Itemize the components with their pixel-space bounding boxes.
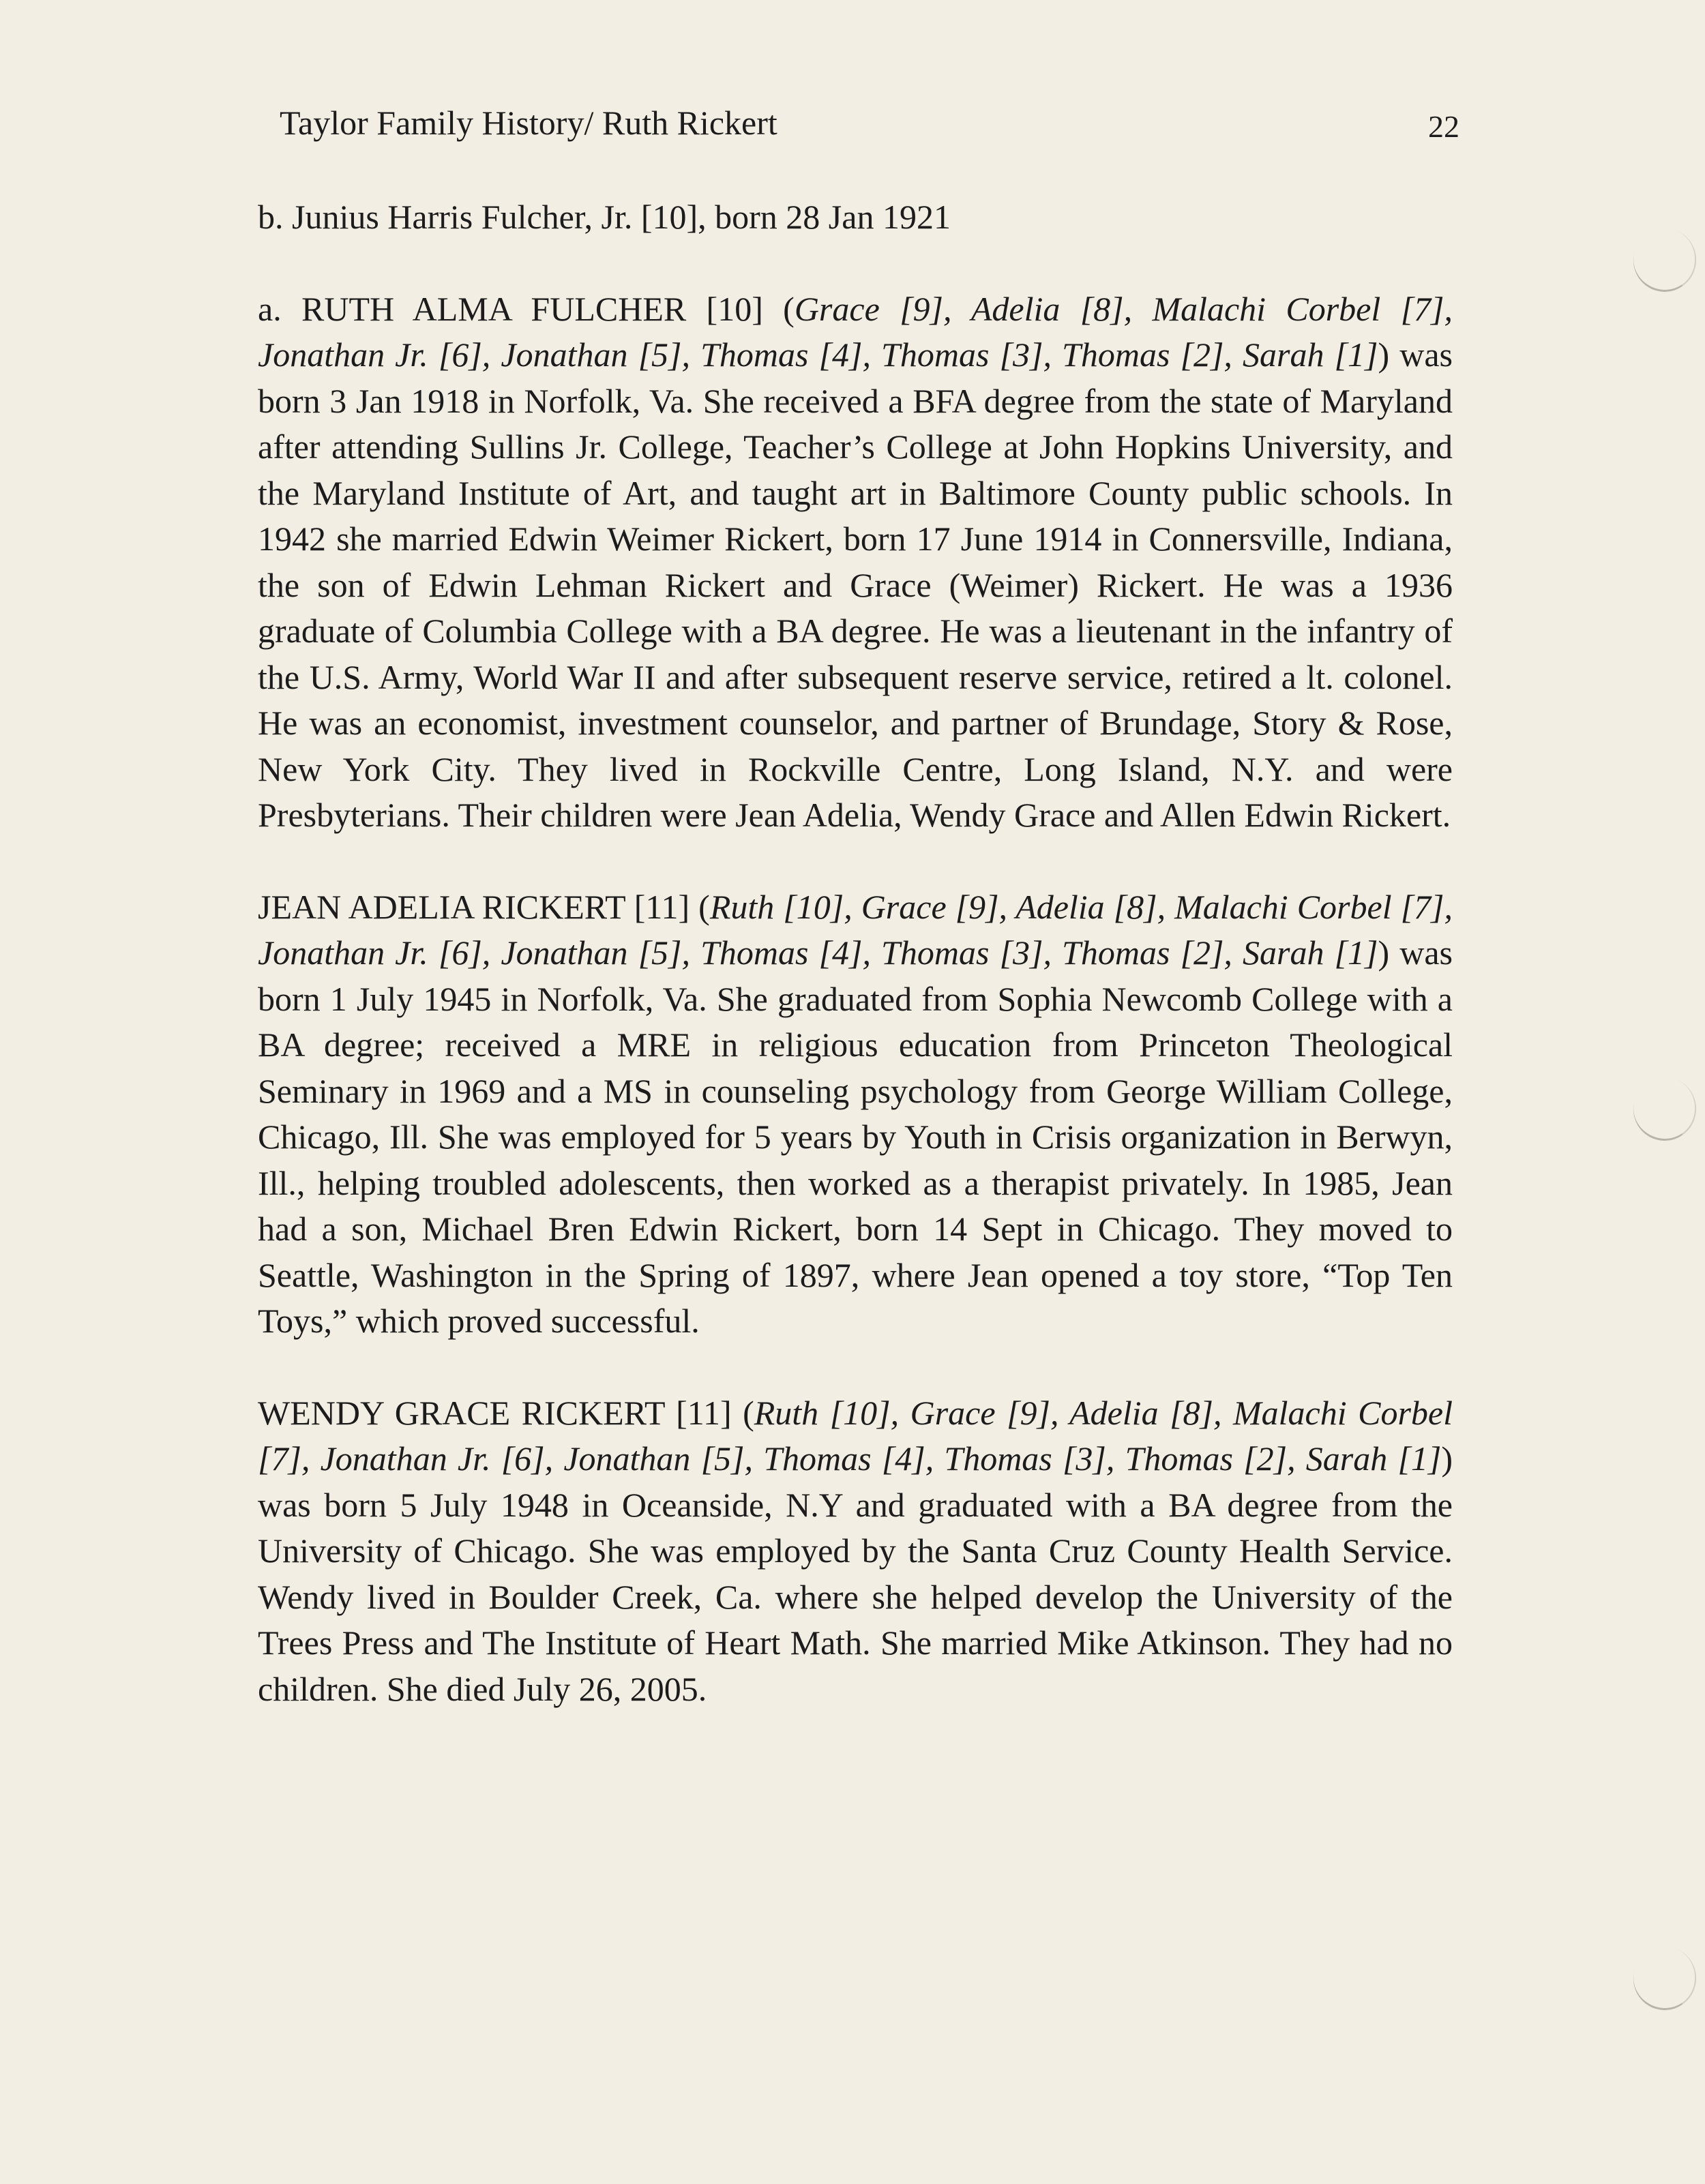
entry-text: ) was born 3 Jan 1918 in Norfolk, Va. She received a BFA degree from the state of Maryland after attending Sullins Jr. College, Teacher’s College at John Hopkins University, and the Maryland Institute of Art, and taught art in Baltimore County public schools. In 1942 she married Edwin Weimer Rickert, born 17 June 1914 in Connersville, Indiana, the son of Edwin Lehman Rickert and Grace (Weimer) Rickert. He was a 1936 graduate of Columbia College with a BA degree. He was a lieutenant in the infantry of the U.S. Army, World War II and after subsequent reserve service, retired a lt. colonel. He was an economist, investment counselor, and partner of Brundage, Story & Rose, New York City. They lived in Rockville Centre, Long Island, N.Y. and were Presbyterians. Their children were Jean Adelia, Wendy Grace and Allen Edwin Rickert. [258, 335, 1453, 834]
entry-wendy-grace-rickert [258, 1390, 1453, 1713]
entry-jean-adelia-rickert [258, 884, 1453, 1345]
binder-hole-bottom [1627, 1940, 1704, 2018]
page-number: 22 [1428, 109, 1459, 144]
entry-ruth-alma-fulcher [258, 286, 1453, 839]
entry-lineage: Ruth [10], Grace [9], Adelia [8], Malachi Corbel [7], Jonathan Jr. [6], Jonathan [5], Thomas [4], Thomas [3], Thomas [2], Sarah [1] [258, 1393, 1453, 1478]
entry-name: WENDY GRACE RICKERT [11] ( [258, 1393, 754, 1432]
entry-lineage: Ruth [10], Grace [9], Adelia [8], Malachi Corbel [7], Jonathan Jr. [6], Jonathan [5], Thomas [4], Thomas [3], Thomas [2], Sarah [1] [258, 887, 1453, 972]
page-header [280, 95, 1459, 150]
binder-hole-top [1627, 222, 1704, 299]
binder-hole-middle [1627, 1071, 1704, 1148]
entry-text: ) was born 1 July 1945 in Norfolk, Va. She graduated from Sophia Newcomb College with a BA degree; received a MRE in religious education from Princeton Theological Seminary in 1969 and a MS in counseling psychology from George William College, Chicago, Ill. She was employed for 5 years by Youth in Crisis organization in Berwyn, Ill., helping troubled adolescents, then worked as a therapist privately. In 1985, Jean had a son, Michael Bren Edwin Rickert, born 14 Sept in Chicago. They moved to Seattle, Washington in the Spring of 1897, where Jean opened a toy store, “Top Ten Toys,” which proved successful. [258, 933, 1453, 1340]
entry-lineage: Grace [9], Adelia [8], Malachi Corbel [7], Jonathan Jr. [6], Jonathan [5], Thomas [4], Thomas [3], Thomas [2], Sarah [1] [258, 289, 1453, 374]
entry-text: ) was born 5 July 1948 in Oceanside, N.Y and graduated with a BA degree from the University of Chicago. She was employed by the Santa Cruz County Health Service. Wendy lived in Boulder Creek, Ca. where she helped develop the University of the Trees Press and The Institute of Heart Math. She married Mike Atkinson. They had no children. She died July 26, 2005. [258, 1439, 1453, 1708]
entry-name: b. Junius Harris Fulcher, Jr. [10], born 28 Jan 1921 [258, 198, 951, 236]
document-body [258, 194, 1453, 1712]
entry-name: JEAN ADELIA RICKERT [11] ( [258, 887, 710, 926]
entry-junius-fulcher-jr [258, 194, 1453, 241]
header-title: Taylor Family History/ Ruth Rickert [280, 104, 777, 142]
entry-name: a. RUTH ALMA FULCHER [10] ( [258, 289, 795, 328]
